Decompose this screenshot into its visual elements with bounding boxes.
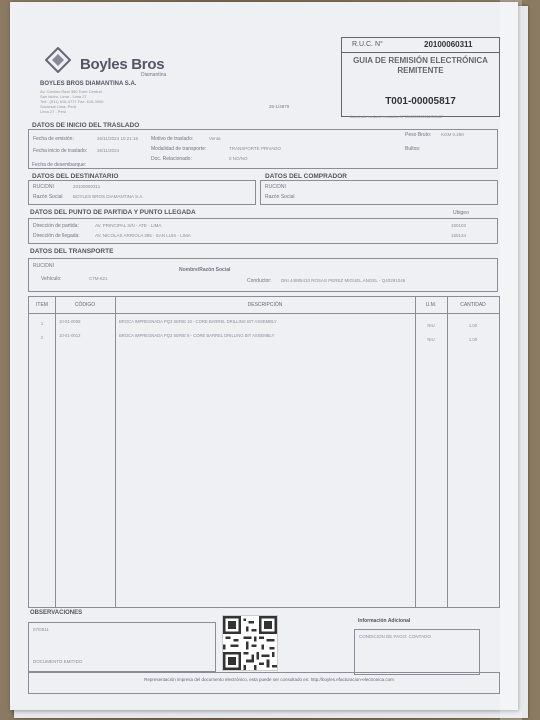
ruc-header xyxy=(342,38,499,53)
adicional-text: CONDICION DE PAGO: CONTADO xyxy=(359,634,431,639)
modalidad-label: Modalidad de transporte: xyxy=(151,146,207,152)
column-divider xyxy=(447,297,448,607)
qr-code-icon xyxy=(222,615,278,671)
th-cantidad: CANTIDAD xyxy=(460,302,486,308)
column-divider xyxy=(55,297,56,607)
llegada-value: AV. NICOLAS ARRIOLA 395 - SAN LUIS - LIMA xyxy=(95,233,191,238)
doc-relacionado-value: 0 NO/NO xyxy=(229,156,248,161)
ruc-label: R.U.C. N° xyxy=(352,41,383,48)
partida-value: AV. PRINCIPAL S/N - ATE - LIMA xyxy=(95,223,162,228)
footer-box xyxy=(28,672,500,694)
address-line: Sucursal Lima, Perú xyxy=(40,104,77,109)
table-cell-qty: 1.00 xyxy=(468,337,478,342)
observaciones-sign: DOCUMENTO EMITIDO xyxy=(33,659,83,664)
document-type: GUIA DE REMISIÓN ELECTRÓNICA REMITENTE xyxy=(353,56,488,75)
th-item: ITEM xyxy=(36,302,48,308)
address-line: Av. Camino Real 390 Torre Central xyxy=(40,89,102,94)
th-codigo: CÓDIGO xyxy=(74,302,96,308)
ruc-number: 20100060311 xyxy=(424,40,473,49)
destinatario-razon-value: BOYLES BROS DIAMANTINA S.A. xyxy=(73,194,144,199)
section-title-comprador: DATOS DEL COMPRADOR xyxy=(265,173,347,180)
puntos-box xyxy=(28,218,498,244)
observaciones-box xyxy=(28,622,216,672)
comprador-box xyxy=(260,180,498,205)
document-sheet xyxy=(10,2,518,710)
footer-note: Representación impresa del documento electrónico, esta puede ser consultado en: http://boyles.efacturacion-electronica.com xyxy=(144,677,394,682)
section-title-observaciones: OBSERVACIONES xyxy=(30,610,83,616)
table-cell-qty: 1.00 xyxy=(468,323,478,328)
table-cell-desc: BROCA IMPREGNADA PQ3 SERIE 10 - CORE BARREL DRILLING BIT ASSEMBLY xyxy=(119,319,277,324)
plastic-sleeve-edge xyxy=(500,0,522,720)
ruc-box xyxy=(341,37,500,117)
fecha-inicio-value: 26/11/2024 xyxy=(97,148,120,153)
peso-label: Peso Bruto: xyxy=(405,132,432,138)
bultos-label: Bultos: xyxy=(405,146,421,152)
resolution-note: Autorizado mediante resolución N° 0340050010018/SUNAT xyxy=(350,115,443,119)
vehiculo-value: C7M-621 xyxy=(89,276,108,281)
table-cell-item: 2 xyxy=(40,335,44,340)
transporte-nombre-label: Nombre/Razón Social xyxy=(179,267,231,273)
table-cell-desc: BROCA IMPREGNADA PQ3 SERIE 8 - CORE BARREL DRILLING BIT ASSEMBLY xyxy=(119,333,275,338)
modalidad-value: TRANSPORTE PRIVADO xyxy=(229,146,281,151)
destinatario-box xyxy=(28,180,256,205)
table-cell-code: 10-01-0008 xyxy=(59,319,81,324)
conductor-label: Conductor: xyxy=(247,278,272,284)
fecha-desembarque-label: Fecha de desembarque: xyxy=(32,162,87,168)
th-descripcion: DESCRIPCIÓN xyxy=(247,302,283,308)
motivo-value: Venta xyxy=(209,136,221,141)
conductor-value: DNI 44885410 ROSAS PEREZ MIGUEL ANGEL - Q40291046 xyxy=(281,278,406,283)
vehiculo-label: Vehículo: xyxy=(41,276,62,282)
fecha-inicio-label: Fecha inicio de traslado: xyxy=(33,148,88,154)
fecha-emision-label: Fecha de emisión: xyxy=(33,136,74,142)
section-title-puntos: DATOS DEL PUNTO DE PARTIDA Y PUNTO LLEGADA xyxy=(30,209,196,216)
table-cell-um: NIU xyxy=(427,323,435,328)
destinatario-ruc-value: 20100060311 xyxy=(73,184,101,189)
transporte-box xyxy=(28,258,498,292)
th-um: U.M. xyxy=(425,302,437,308)
transporte-ruc-label: RUC/DNI xyxy=(33,263,54,269)
brand-name: Boyles Bros xyxy=(80,56,165,73)
address-line: San Isidro, Lima - Lima 27 xyxy=(40,94,87,99)
section-title-traslado: DATOS DE INICIO DEL TRASLADO xyxy=(32,122,140,129)
table-cell-code: 10-01-0012 xyxy=(59,333,81,338)
address-line: Lima 27 - Perú xyxy=(40,109,67,114)
observaciones-text: 07/0011 xyxy=(33,627,49,632)
brand-subtitle: Diamantina xyxy=(141,72,167,78)
partida-ubigeo: 150103 xyxy=(451,223,467,228)
ubigeo-label: Ubigeo xyxy=(453,210,469,216)
table-header-divider xyxy=(29,313,499,314)
adicional-box xyxy=(354,629,480,675)
table-cell-um: NIU xyxy=(427,337,435,342)
table-cell-item: 1 xyxy=(40,321,44,326)
column-divider xyxy=(415,297,416,607)
doc-relacionado-label: Doc. Relacionado: xyxy=(151,156,192,162)
llegada-ubigeo: 150134 xyxy=(451,233,467,238)
company-logo-icon xyxy=(45,47,71,73)
destinatario-ruc-label: RUC/DNI xyxy=(33,184,54,190)
address-line: Telf.: (511) 616-4777 Fax: 616-3900 xyxy=(40,99,104,104)
column-divider xyxy=(115,297,116,607)
comprador-ruc-label: RUC/DNI xyxy=(265,184,286,190)
destinatario-razon-label: Razón Social xyxy=(33,194,63,200)
motivo-label: Motivo de traslado: xyxy=(151,136,194,142)
section-title-transporte: DATOS DEL TRANSPORTE xyxy=(30,248,114,255)
traslado-box xyxy=(28,129,498,169)
peso-value: KGM 0.250 xyxy=(441,132,464,137)
document-number: T001-00005817 xyxy=(385,96,456,107)
section-title-destinatario: DATOS DEL DESTINATARIO xyxy=(32,173,119,180)
company-name: BOYLES BROS DIAMANTINA S.A. xyxy=(40,81,137,87)
reference-code: 26-1/4870 xyxy=(269,104,290,109)
adicional-title: Información Adicional xyxy=(358,618,411,624)
llegada-label: Dirección de llegada: xyxy=(33,233,80,239)
partida-label: Dirección de partida: xyxy=(33,223,79,229)
fecha-emision-value: 26/11/2024 10:21:16 xyxy=(97,136,138,141)
comprador-razon-label: Razón Social xyxy=(265,194,295,200)
items-table xyxy=(28,296,500,608)
